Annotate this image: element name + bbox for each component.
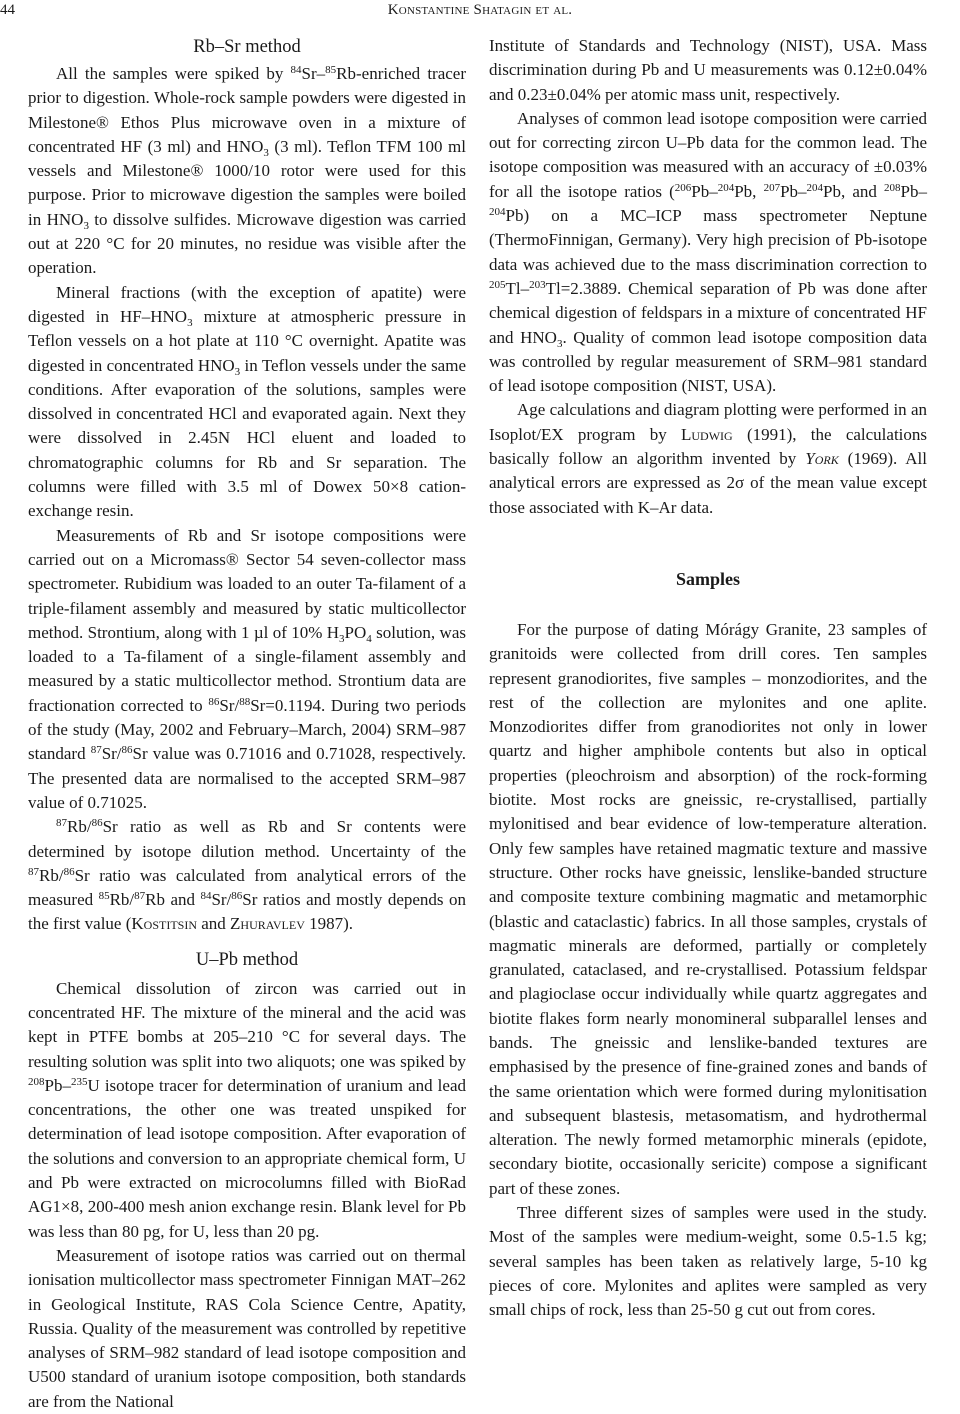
paragraph-continuation: Institute of Standards and Technology (NIST), USA. Mass discrimination during Pb and U measurements was 0.12±0.04% and 0.23±0.04% per atomic mass unit, respectively. [489,36,927,104]
left-column [28,34,466,1414]
page-number: 44 [0,2,15,18]
right-column [489,34,927,1323]
paragraph: Three different sizes of samples were used in the study. Most of the samples were medium-weight, some 0.5-1.5 kg; several samples has been taken as relatively large, 5-10 kg pieces of core. Mylonites and aplites were sampled as very small chips of rock, less than 25-50 g cut out from cores. [489,1203,927,1320]
paragraph: For the purpose of dating Mórágy Granite, 23 samples of granitoids were collected from drill cores. Ten samples represent granodiorites, five samples – monzodiorites, and the rest of the collection are mylonites and one aplite. Monzodiorites differ from granodiorites not only in lower quartz and higher amphibole contents but also in optical properties (pleochroism and absorption) of the rock-forming biotite. Most rocks are gneissic, re-crystallised, partially mylonitised and bear evidence of low-temperature alteration. Only few samples have retained magmatic texture and massive structure. Other rocks have gneissic, lenslike-banded structure and composite texture combining magmatic and metamorphic (blastic and cataclastic) fabrics. In all those samples, crystals of magmatic minerals are deformed, partially or completely granulated, cataclased, and re-crystallised. Potassium feldspar and plagioclase occur individually while quartz aggregates and biotite flakes form nearly monomineral subparallel lenses and bands. The gneissic and lenslike-banded textures are emphasised by the presence of fine-grained zones and bands of the same orientation which were formed during mylonitisation and subsequent blastesis, metasomatism, and hydrothermal alteration. The newly formed metamorphic minerals (epidote, secondary biotite, occasionally sericite) compose a significant part of these zones. [489,619,927,1198]
paragraph: Chemical dissolution of zircon was carried out in concentrated HF. The mixture of the mineral and the acid was kept in PTFE bombs at 205–210 °C for several days. The resulting solution was split into two aliquots; one was spiked by $^{208}$Pb–$^{235}$U isotope tracer for determination of uranium and lead concentrations, the other one was treated unspiked for determination of lead isotope composition. After evaporation of the solutions and conversion to an appropriate chemical form, U and Pb were extracted on microcolumns filled with BioRad AG1×8, 200-400 mesh anion exchange resin. Blank level for Pb was less than 80 pg, for U, less than 20 pg. [28,978,466,1241]
paragraph: Analyses of common lead isotope composition were carried out for correcting zircon U–Pb data for the common lead. The isotope composition was measured with an accuracy of ±0.03% for all the isotope ratios ($^{206}$Pb–$^{204}$Pb, $^{207}$Pb–$^{204}$Pb, and $^{208}$Pb–$^{204}$Pb) on a MC–ICP mass spectrometer Neptune (ThermoFinnigan, Germany). Very high precision of Pb-isotope data was achieved due to the mass discrimination correction to $^{205}$Tl–$^{203}$Tl=2.3889. Chemical separation of Pb was done after chemical digestion of feldspars in a mixture of concentrated HF and $HNO_3$. Quality of common lead isotope composition data was controlled by regular measurement of SRM–981 standard of lead isotope composition (NIST, USA). [489,108,927,396]
running-head [0,0,960,26]
section-heading-upb: U–Pb method [195,949,299,970]
section-heading-rbsr: Rb–Sr method [193,37,301,57]
paragraph: Measurements of Rb and Sr isotope compositions were carried out on a Micromass® Sector 54 seven-collector mass spectrometer. Rubidium was loaded to an outer Ta-filament of a triple-filament assembly and measured by static multicollector method. Strontium, along with 1 µl of 10% $H_3PO_4$ solution, was loaded to a Ta-filament of a single-filament assembly and measured by a static multicollector method. Strontium data are fractionation corrected to $^{86}$Sr/$^{88}$Sr=0.1194. During two periods of the study (May, 2002 and February–March, 2004) SRM–987 standard $^{87}$Sr/$^{86}$Sr value was 0.71016 and 0.71028, respectively. The presented data are normalised to the accepted SRM–987 value of 0.71025. [28,525,467,812]
running-title: Konstantine Shatagin et al. [387,2,573,18]
paragraph: Age calculations and diagram plotting were performed in an Isoplot/EX program by Ludwig (1991), the calculations basically follow an algorithm invented by York (1969). All analytical errors are expressed as 2σ of the mean value except those associated with K–Ar data. [489,400,928,517]
paragraph: Measurement of isotope ratios was carried out on thermal ionisation multicollector mass spectrometer Finnigan MAT–262 in Geological Institute, RAS Cola Science Centre, Apatity, Russia. Quality of the measurement was controlled by repetitive analyses of SRM–982 standard of lead isotope composition and U500 standard of uranium isotope composition, both standards are from the National [28,1245,466,1411]
paragraph: All the samples were spiked by $^{84}$Sr–$^{85}$Rb-enriched tracer prior to digestion. Whole-rock sample powders were digested in Milestone® Ethos Plus microwave oven in a mixture of concentrated HF (3 ml) and $HNO_3$ (3 ml). Teflon TFM 100 ml vessels and Milestone® 1000/10 rotor were used for this purpose. Prior to microwave digestion the samples were boiled in $HNO_3$ to dissolve sulfides. Microwave digestion was carried out at 220 °C for 20 minutes, no residue was visible after the operation. [28,64,466,278]
paragraph: Mineral fractions (with the exception of apatite) were digested in $HF-HNO_3$ mixture at atmospheric pressure in Teflon vessels on a hot plate at 110 °C overnight. Apatite was digested in concentrated $HNO_3$ in Teflon vessels under the same conditions. After evaporation of the solutions, samples were dissolved in concentrated HCl and evaporated again. Next they were dissolved in 2.45N HCl eluent and loaded to chromatographic columns for Rb and Sr separation. The columns were filled with 3.5 ml of Dowex 50×8 cation-exchange resin. [28,282,466,521]
section-heading-samples: Samples [675,568,740,589]
paragraph: $^{87}$Rb/$^{86}$Sr ratio as well as Rb and Sr contents were determined by isotope dilution method. Uncertainty of the $^{87}$Rb/$^{86}$Sr ratio was calculated from analytical errors of the measured $^{85}$Rb/$^{87}$Rb and $^{84}$Sr/$^{86}$Sr ratios and mostly depends on the first value (Kostitsin and Zhuravlev 1987). [28,817,466,934]
